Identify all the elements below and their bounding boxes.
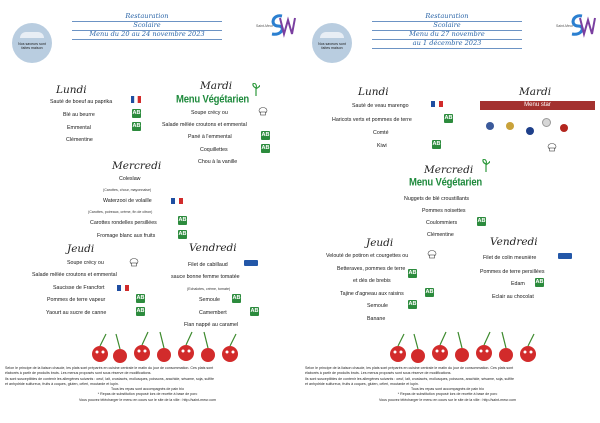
header-dates: Menu du 27 novembre xyxy=(409,30,485,38)
footer-line: * Repas de substitution proposé lors de recette à base de porc xyxy=(397,392,498,397)
menu-item: Semoule xyxy=(199,297,220,303)
footer-line: Tous les repas sont accompagnés de pain bio xyxy=(111,387,184,392)
header-title: Restauration xyxy=(425,12,469,20)
menu-item: Filet de cabillaud xyxy=(188,262,228,268)
menu-item: Waterzooi de volaille xyxy=(103,198,152,204)
ab-bio-icon: AB xyxy=(425,289,434,295)
quality-label-icon xyxy=(506,122,514,130)
day-vendredi: Vendredi xyxy=(189,242,237,254)
menu-item: Salade mêlée croutons et emmental xyxy=(32,272,117,278)
ab-bio-icon: AB xyxy=(261,145,270,151)
menu-item: Chou à la vanille xyxy=(198,159,238,165)
france-flag-icon xyxy=(431,101,443,107)
cooking-pot-icon xyxy=(312,23,352,63)
day-mardi: Mardi xyxy=(519,86,552,98)
green-leaf-icon xyxy=(482,159,490,172)
menu-item: et dés de brebis xyxy=(353,278,391,284)
footer-line: Ils sont susceptibles de contenir les allergènes suivants : oeuf, lait, crustacés, mollusques, poissons, arachide, sésame, soja, sulfite xyxy=(5,376,214,381)
ab-bio-icon: AB xyxy=(132,110,141,116)
day-lundi: Lundi xyxy=(56,84,87,96)
menu-item-note: (Carottes, poireaux, crème, fin de citron) xyxy=(88,210,153,214)
menu-page-2 xyxy=(300,0,600,423)
ab-bio-icon: AB xyxy=(408,270,417,276)
menu-item: Soupe crécy ou xyxy=(67,260,104,266)
day-mercredi: Mercredi xyxy=(424,164,474,176)
pot-label: Nos saveurs sont faites maison xyxy=(18,42,46,50)
pot-lid xyxy=(320,32,344,38)
day-jeudi: Jeudi xyxy=(67,243,95,255)
day-jeudi: Jeudi xyxy=(366,237,394,249)
ab-bio-icon: AB xyxy=(178,231,187,237)
menu-item: Emmental xyxy=(67,125,91,131)
chef-hat-icon xyxy=(547,143,557,152)
menu-item: Pané à l'emmental xyxy=(188,134,232,140)
menu-item: Banane xyxy=(367,316,386,322)
menu-item: Sauté de veau marengo xyxy=(352,103,409,109)
menu-item: Pommes de terre persillées xyxy=(480,269,545,275)
menu-item: sauce bonne femme tomatée xyxy=(171,274,240,280)
footer-line: Selon le principe de la liaison chaude, les plats sont préparés en cuisine centrale le matin du jour de consommation. Ces plats sont xyxy=(5,366,214,370)
ab-bio-icon: AB xyxy=(250,308,259,314)
footer-line[interactable]: Vous pouvez télécharger le menu en cours sur le site de la ville : http://saint-meur.com xyxy=(78,397,217,402)
ab-bio-icon: AB xyxy=(232,295,241,301)
menu-item-note: (Echalotes, crème, tomate) xyxy=(187,287,231,291)
quality-label-icon xyxy=(542,118,551,127)
menu-item: Coquillettes xyxy=(200,147,228,153)
day-mercredi: Mercredi xyxy=(112,160,162,172)
menu-item: Carottes rondelles persillées xyxy=(90,220,157,226)
day-vendredi: Vendredi xyxy=(490,236,538,248)
ab-bio-icon: AB xyxy=(261,132,270,138)
pot-label: Nos saveurs sont faites maison xyxy=(318,42,346,50)
quality-label-icon xyxy=(560,124,568,132)
footer-notes xyxy=(305,366,590,403)
footer-line: et anhydride sulfureux, fruits à coques, gluten, céleri, moutarde et lupin. xyxy=(5,381,119,386)
menu-item: Pommes noisettes xyxy=(422,208,466,214)
veg-menu-label: Menu Végétarien xyxy=(176,93,250,106)
menu-item: Betteraves, pommes de terre xyxy=(337,266,406,272)
town-logo xyxy=(552,12,598,40)
cooking-pot-icon xyxy=(12,23,52,63)
menu-item: Soupe crécy ou xyxy=(191,110,228,116)
menu-item: Sauté de boeuf au paprika xyxy=(50,99,113,105)
header-subtitle: Scolaire xyxy=(433,21,461,29)
cherry-mascots-icon xyxy=(86,326,246,366)
ab-bio-icon: AB xyxy=(136,308,145,314)
menu-item: Eclair au chocolat xyxy=(492,294,534,300)
menu-item: Tajine d'agneau aux raisins xyxy=(340,291,404,297)
menu-item: Clémentine xyxy=(427,232,454,238)
hauts-de-france-icon xyxy=(131,96,141,103)
fish-msc-icon xyxy=(244,260,258,266)
menu-item: Haricots verts et pommes de terre xyxy=(332,117,412,123)
footer-line: Selon le principe de la liaison chaude, les plats sont préparés en cuisine centrale le matin du jour de consommation. Ces plats sont xyxy=(305,366,514,370)
menu-item: Flan nappé au caramel xyxy=(184,322,239,328)
header-rule xyxy=(72,39,222,40)
footer-line: Tous les repas sont accompagnés de pain bio xyxy=(411,387,484,392)
footer-line: élaborés à partir de produits bruts. Les menus proposés sont sous réserve de modifications. xyxy=(305,371,452,376)
town-logo-icon xyxy=(252,12,298,40)
footer-line: élaborés à partir de produits bruts. Les menus proposés sont sous réserve de modifications. xyxy=(5,371,152,376)
town-logo-icon xyxy=(552,12,598,40)
menu-item: Saucisse de Francfort xyxy=(53,285,105,291)
pot-lid xyxy=(20,32,44,38)
ab-bio-icon: AB xyxy=(178,217,187,223)
town-logo xyxy=(252,12,298,40)
menu-item: Fromage blanc aux fruits xyxy=(97,233,156,239)
chef-hat-icon xyxy=(427,250,437,259)
header-title: Restauration xyxy=(125,12,169,20)
ab-bio-icon: AB xyxy=(408,301,417,307)
ab-bio-icon: AB xyxy=(444,115,453,121)
menu-item: Salade mêlée croutons et emmental xyxy=(162,122,247,128)
footer-line[interactable]: Vous pouvez télécharger le menu en cours sur le site de la ville : http://saint-meur.com xyxy=(378,397,517,402)
day-lundi: Lundi xyxy=(358,86,389,98)
day-mardi: Mardi xyxy=(200,80,233,92)
header-dates: Menu du 20 au 24 novembre 2023 xyxy=(89,30,205,38)
menu-item: Filet de colin meunière xyxy=(483,255,537,261)
footer-line: * Repas de substitution proposé lors de recette à base de porc xyxy=(97,392,198,397)
logo-small-text: Saint-Meur xyxy=(256,24,274,28)
menu-item: Pommes de terre vapeur xyxy=(47,297,106,303)
ab-bio-icon: AB xyxy=(132,123,141,129)
france-flag-icon xyxy=(171,198,183,204)
ab-bio-icon: AB xyxy=(477,218,486,224)
menu-item: Velouté de potiron et courgettes ou xyxy=(326,253,409,259)
quality-label-icon xyxy=(486,122,494,130)
ab-bio-icon: AB xyxy=(136,295,145,301)
menu-item-note: (Carottes, chour, mayonnaise) xyxy=(103,188,152,192)
green-leaf-icon xyxy=(252,83,260,96)
veg-menu-label: Menu Végétarien xyxy=(409,176,483,189)
logo-small-text: Saint-Meur xyxy=(556,24,574,28)
menu-item: Yaourt au sucre de canne xyxy=(46,310,107,316)
menu-star-banner: Menu star xyxy=(480,101,595,110)
menu-item: Coleslaw xyxy=(119,176,141,182)
ab-bio-icon: AB xyxy=(432,141,441,147)
fish-msc-icon xyxy=(558,253,572,259)
header-subtitle: Scolaire xyxy=(133,21,161,29)
menu-item: Comté xyxy=(373,130,389,136)
header-dates-2: au 1 décembre 2023 xyxy=(412,39,482,47)
menu-item: Camembert xyxy=(199,310,227,316)
chef-hat-icon xyxy=(258,107,268,116)
footer-notes xyxy=(5,366,290,403)
france-flag-icon xyxy=(117,285,129,291)
menu-item: Coulommiers xyxy=(426,220,458,226)
header-rule xyxy=(372,48,522,49)
menu-item: Semoule xyxy=(367,303,388,309)
quality-label-icon xyxy=(526,127,534,135)
footer-line: Ils sont susceptibles de contenir les allergènes suivants : oeuf, lait, crustacés, mollusques, poissons, arachide, sésame, soja, sulfite xyxy=(305,376,514,381)
menu-item: Edam xyxy=(511,281,525,287)
cherry-mascots-icon xyxy=(384,326,544,366)
footer-line: et anhydride sulfureux, fruits à coques, gluten, céleri, moutarde et lupin. xyxy=(305,381,419,386)
ab-bio-icon: AB xyxy=(535,279,544,285)
menu-item: Clémentine xyxy=(66,137,93,143)
menu-item: Nuggets de blé croustillants xyxy=(404,196,470,202)
menu-item: Blé au beurre xyxy=(63,112,95,118)
chef-hat-icon xyxy=(129,258,139,267)
menu-item: Kiwi xyxy=(377,143,387,149)
